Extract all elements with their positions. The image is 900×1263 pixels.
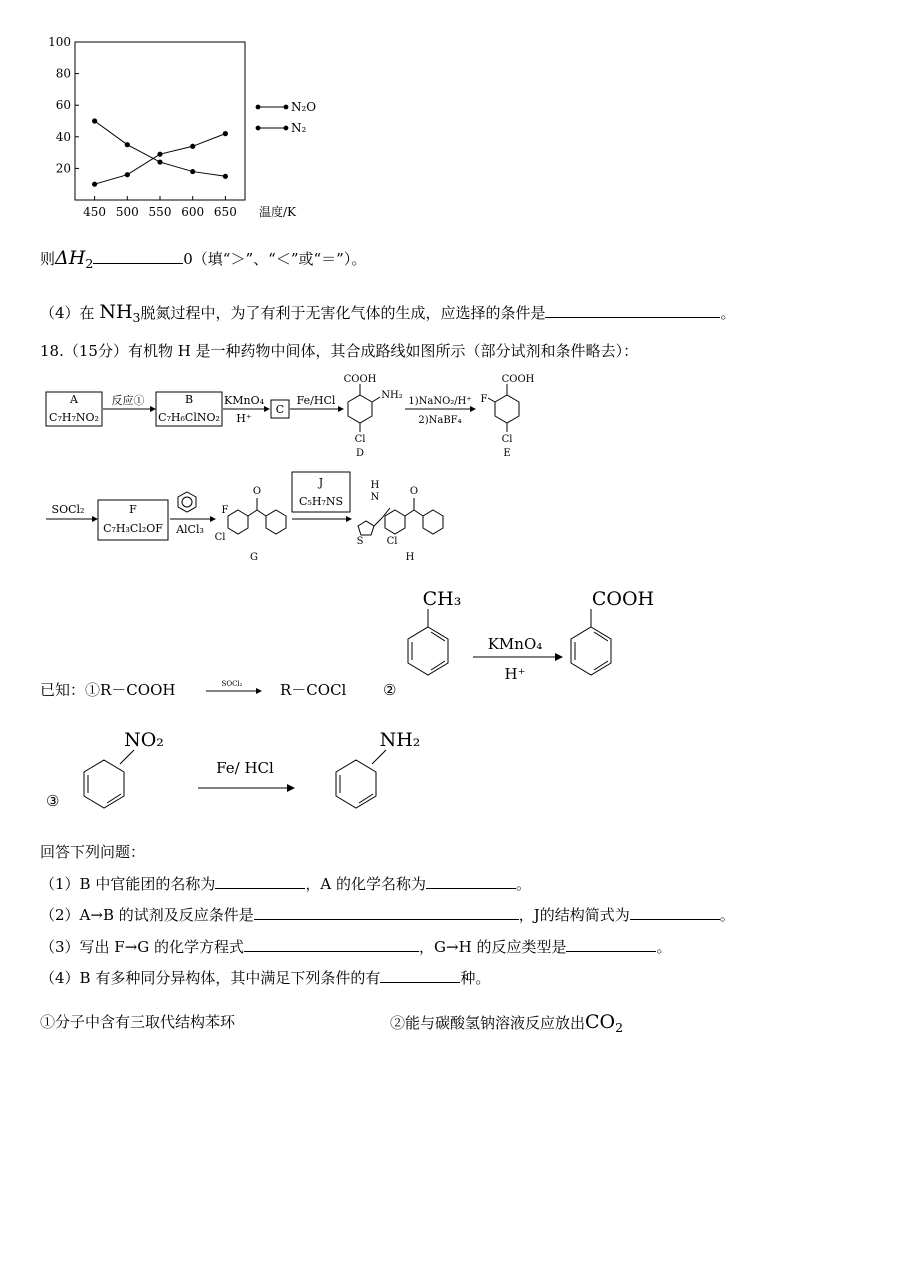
y-tick-label: 40 — [55, 129, 71, 144]
h-label: H — [405, 552, 415, 563]
known-r1-product: R－COCl — [280, 681, 347, 699]
c-label: C — [275, 403, 285, 416]
condition-2 — [390, 1012, 623, 1038]
question-2 — [40, 905, 735, 925]
r3-reagent: Fe/ HCl — [216, 759, 274, 777]
reagent-h: H⁺ — [236, 412, 252, 425]
condition-1: ①分子中含有三取代结构苯环 — [40, 1013, 236, 1031]
x-tick-label: 650 — [213, 205, 237, 219]
reagent-fe-hcl: Fe/HCl — [296, 394, 336, 407]
h-s: S — [356, 536, 364, 547]
g-o: O — [252, 486, 262, 497]
nh3-formula: NH — [99, 301, 133, 323]
delta-h-sub: 2 — [85, 256, 94, 271]
series-line — [95, 134, 226, 185]
legend-marker — [256, 105, 261, 110]
q18-header: 18.（15分）有机物 H 是一种药物中间体，其合成路线如图所示（部分试剂和条件略去）： — [40, 342, 639, 360]
h-cl: Cl — [386, 536, 398, 547]
known-prefix: 已知： — [40, 681, 86, 699]
q4-line — [40, 302, 736, 328]
q3-tail-line — [40, 248, 366, 274]
q4-prefix: （4）在 — [40, 304, 100, 322]
legend-marker — [256, 126, 261, 131]
g-f: F — [221, 505, 229, 516]
a-formula: C₇H₇NO₂ — [49, 411, 99, 424]
h-o: O — [409, 486, 419, 497]
e-cl: Cl — [501, 434, 513, 445]
f-label: F — [129, 503, 137, 516]
x-tick-label: 450 — [83, 205, 107, 219]
r2-ch3: CH₃ — [422, 588, 462, 610]
reaction-1-label: 反应① — [111, 394, 145, 407]
b-label: B — [184, 393, 194, 406]
y-tick-label: 60 — [55, 98, 71, 113]
reagent-nabf4: 2)NaBF₄ — [418, 415, 462, 426]
line-chart — [30, 30, 350, 225]
cond2-text: ②能与碳酸氢钠溶液反应放出 — [390, 1014, 586, 1032]
h-h: H — [370, 480, 380, 491]
data-point — [92, 118, 97, 123]
reaction-3 — [40, 720, 440, 830]
data-point — [92, 182, 97, 187]
legend-label: N₂O — [291, 100, 317, 114]
reagent-alcl3: AlCl₃ — [176, 523, 204, 536]
nh3-sub: 3 — [132, 310, 141, 325]
data-point — [190, 144, 195, 149]
answer-blank[interactable] — [244, 937, 419, 952]
a-label: A — [70, 393, 78, 406]
q2-text-c: 。 — [719, 906, 735, 924]
r3-num: ③ — [46, 792, 60, 810]
j-formula: C₅H₇NS — [299, 495, 343, 508]
series-line — [95, 121, 226, 176]
d-label: D — [355, 448, 365, 459]
reagent-nano2: 1)NaNO₂/H⁺ — [408, 396, 472, 407]
q3-prefix: 则 — [40, 250, 56, 268]
y-tick-label: 100 — [48, 35, 71, 49]
legend-marker — [284, 105, 289, 110]
data-point — [157, 152, 162, 157]
known-r1: ①R－COOH — [85, 681, 176, 699]
g-cl: Cl — [214, 532, 226, 543]
f-formula: C₇H₃Cl₂OF — [103, 522, 163, 535]
r3-nh2: NH₂ — [379, 729, 421, 751]
q4b-text-b: 种。 — [460, 969, 491, 987]
data-point — [223, 174, 228, 179]
x-axis-label: 温度/K — [259, 205, 297, 219]
synthesis-scheme-row1 — [40, 370, 560, 465]
r1-reagent: SOCl₂ — [221, 680, 243, 688]
data-point — [223, 131, 228, 136]
q1-text-a: （1）B 中官能团的名称为 — [40, 875, 216, 893]
answer-blank[interactable] — [426, 874, 516, 889]
co2-formula: CO — [585, 1011, 616, 1033]
question-3 — [40, 937, 671, 957]
e-cooh: COOH — [501, 374, 535, 385]
reagent-socl2: SOCl₂ — [51, 503, 85, 516]
g-label: G — [250, 552, 258, 563]
question-1 — [40, 874, 531, 894]
answer-blank[interactable] — [566, 937, 656, 952]
q3-text-c: 。 — [656, 938, 672, 956]
y-tick-label: 20 — [55, 161, 71, 176]
q2-text-a: （2）A→B 的试剂及反应条件是 — [40, 906, 254, 924]
r2-cooh: COOH — [591, 588, 655, 610]
q1-text-b: ，A 的化学名称为 — [305, 875, 426, 893]
answer-blank[interactable] — [254, 905, 519, 920]
e-label: E — [503, 448, 511, 459]
answer-blank[interactable] — [630, 905, 720, 920]
d-cooh: COOH — [343, 374, 377, 385]
reaction-2 — [395, 585, 685, 700]
known-r1-arrow — [204, 676, 264, 700]
answer-blank[interactable] — [380, 968, 460, 983]
q2-text-b: ，J的结构简式为 — [518, 906, 630, 924]
r2-reagent: KMnO₄ — [487, 635, 543, 653]
data-point — [190, 169, 195, 174]
y-tick-label: 80 — [55, 66, 71, 81]
benzene-reagent-icon — [178, 492, 196, 512]
delta-h: ΔH — [55, 247, 86, 269]
j-label: J — [318, 476, 324, 489]
b-formula: C₇H₆ClNO₂ — [158, 411, 220, 424]
d-nh2: NH₂ — [381, 390, 403, 401]
known-line — [40, 680, 175, 700]
q4b-text-a: （4）B 有多种同分异构体，其中满足下列条件的有 — [40, 969, 381, 987]
questions-intro: 回答下列问题： — [40, 843, 146, 861]
question-4 — [40, 968, 490, 988]
r2-cond: H⁺ — [504, 665, 526, 683]
q4-end: 。 — [720, 304, 736, 322]
x-tick-label: 550 — [148, 205, 172, 219]
answer-blank[interactable] — [215, 874, 305, 889]
r3-no2: NO₂ — [124, 729, 164, 751]
known-r2-num: ② — [383, 681, 397, 699]
q1-text-c: 。 — [515, 875, 531, 893]
legend-label: N₂ — [291, 121, 307, 135]
reagent-kmno4: KMnO₄ — [224, 394, 264, 407]
answer-blank[interactable] — [545, 303, 720, 318]
h-n: N — [370, 492, 380, 503]
d-cl: Cl — [354, 434, 366, 445]
q4-text: 脱氮过程中，为了有利于无害化气体的生成，应选择的条件是 — [140, 304, 546, 322]
x-tick-label: 600 — [181, 205, 205, 219]
synthesis-scheme-row2 — [40, 470, 480, 570]
legend-marker — [284, 126, 289, 131]
data-point — [125, 142, 130, 147]
plot-frame — [75, 42, 245, 200]
q3-suffix: 0（填“＞”、“＜”或“＝”）。 — [183, 250, 367, 268]
e-f: F — [480, 394, 488, 405]
x-tick-label: 500 — [115, 205, 139, 219]
data-point — [157, 159, 162, 164]
data-point — [125, 172, 130, 177]
co2-sub: 2 — [615, 1020, 624, 1035]
q3-text-b: ，G→H 的反应类型是 — [419, 938, 567, 956]
answer-blank[interactable] — [93, 249, 183, 264]
q3-text-a: （3）写出 F→G 的化学方程式 — [40, 938, 245, 956]
